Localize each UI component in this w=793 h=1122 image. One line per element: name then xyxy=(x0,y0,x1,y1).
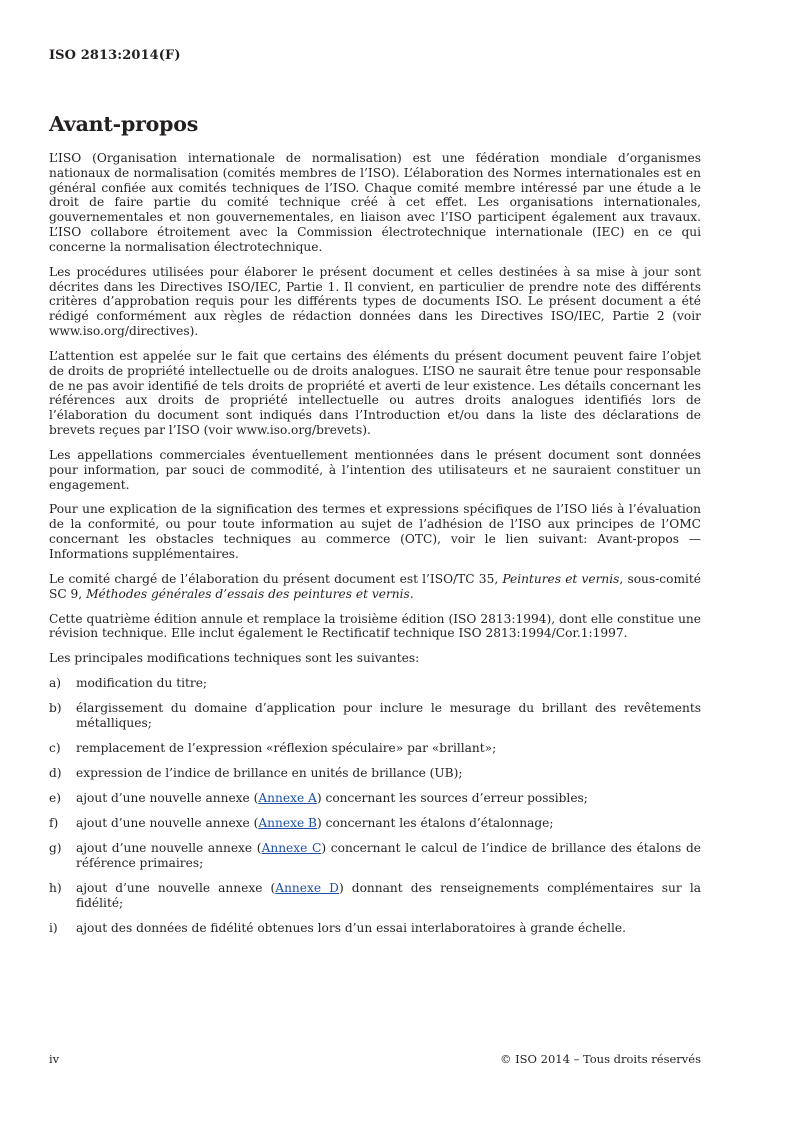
list-item-text: ajout des données de fidélité obtenues lors d’un essai interlaboratoires à grande échelle. xyxy=(76,920,626,935)
list-item-text-post: ) concernant les sources d’erreur possibles; xyxy=(316,791,588,806)
list-item-text xyxy=(76,791,701,806)
list-item-text: remplacement de l’expression «réflexion spéculaire» par «brillant»; xyxy=(76,741,497,756)
list-item-text: modification du titre; xyxy=(76,676,208,691)
document-body xyxy=(49,151,701,946)
list-item-label: f) xyxy=(49,816,59,831)
list-item-text: élargissement du domaine d’application pour inclure le mesurage du brillant des revêtements métalliques; xyxy=(76,701,701,731)
committee-mid: , sous-comité SC 9, xyxy=(49,571,702,601)
list-item xyxy=(49,701,701,731)
list-item-text xyxy=(76,816,701,831)
list-item-text xyxy=(76,841,701,871)
list-item-label: i) xyxy=(49,920,58,935)
list-item-label: e) xyxy=(49,791,61,806)
annexe-d-link[interactable]: Annexe D xyxy=(275,880,339,895)
committee-post: . xyxy=(409,586,414,601)
list-item-text-post: ) concernant le calcul de l’indice de brillance des étalons de référence primaires; xyxy=(76,841,701,870)
annexe-b-link[interactable]: Annexe B xyxy=(258,816,318,831)
committee-tc-name: Peintures et vernis xyxy=(502,571,620,586)
annexe-c-link[interactable]: Annexe C xyxy=(261,841,322,856)
committee-pre: Le comité chargé de l’élaboration du présent document est l’ISO/TC 35, xyxy=(49,571,503,586)
list-item-text: expression de l’indice de brillance en unités de brillance (UB); xyxy=(76,766,463,781)
list-item-text-post: ) concernant les étalons d’étalonnage; xyxy=(317,816,554,831)
paragraph-patents: L’attention est appelée sur le fait que certains des éléments du présent document peuvent faire l’objet de droits de propriété intellectuelle ou de droits analogues. L’ISO ne saurait être tenue pour responsable de ne pas avoir identifié de tels droits de propriété et averti de leur existence. Les détails concernant les références aux droits de propriété intellectuelle ou autres droits analogues identifiés lors de l’élaboration du document sont indiqués dans l’Introduction et/ou dans la liste des déclarations de brevets reçues par l’ISO (voir www.iso.org/brevets). xyxy=(49,348,701,437)
list-item-text-pre: ajout d’une nouvelle annexe ( xyxy=(76,841,262,856)
paragraph-iso-intro: L’ISO (Organisation internationale de normalisation) est une fédération mondiale d’organismes nationaux de normalisation (comités membres de l’ISO). L’élaboration des Normes internationales est en général confiée aux comités techniques de l’ISO. Chaque comité membre intéressé par une étude a le droit de faire partie du comité technique créé à cet effet. Les organisations internationales, gouvernementales et non gouvernementales, en liaison avec l’ISO participent également aux travaux. L’ISO collabore étroitement avec la Commission électrotechnique internationale (IEC) en ce qui concerne la normalisation électrotechnique. xyxy=(49,151,701,254)
list-item-label: g) xyxy=(49,841,62,856)
committee-sc-name: Méthodes générales d’essais des peintures et vernis xyxy=(86,586,410,601)
document-id: ISO 2813:2014(F) xyxy=(49,48,181,63)
paragraph-trade-names: Les appellations commerciales éventuellement mentionnées dans le présent document sont données pour information, par souci de commodité, à l’intention des utilisateurs et ne sauraient constituer un engagement. xyxy=(49,447,701,492)
list-item xyxy=(49,921,701,936)
list-item xyxy=(49,881,701,911)
list-item-label: d) xyxy=(49,766,62,781)
list-item-text-post: ) donnant des renseignements complémentaires sur la fidélité; xyxy=(76,880,701,910)
modifications-intro: Les principales modifications techniques sont les suivantes: xyxy=(49,651,420,666)
list-item-text xyxy=(76,881,701,911)
list-item xyxy=(49,791,701,806)
list-item xyxy=(49,741,701,756)
list-item-label: c) xyxy=(49,741,61,756)
list-item-text-pre: ajout d’une nouvelle annexe ( xyxy=(76,816,259,831)
paragraph-committee xyxy=(49,572,701,602)
paragraph-conformity: Pour une explication de la signification des termes et expressions spécifiques de l’ISO liés à l’évaluation de la conformité, ou pour toute information au sujet de l’adhésion de l’ISO aux principes de l’OMC concernant les obstacles techniques au commerce (OTC), voir le lien suivant: Avant-propos — Informations supplémentaires. xyxy=(49,502,701,561)
list-item-text-pre: ajout d’une nouvelle annexe ( xyxy=(76,791,259,806)
list-item-label: b) xyxy=(49,701,62,716)
copyright-notice: © ISO 2014 – Tous droits réservés xyxy=(499,1052,701,1066)
section-title: Avant-propos xyxy=(49,112,199,136)
list-item xyxy=(49,841,701,871)
paragraph-edition: Cette quatrième édition annule et remplace la troisième édition (ISO 2813:1994), dont elle constitue une révision technique. Elle inclut également le Rectificatif technique ISO 2813:1994/Cor.1:1997. xyxy=(49,611,701,641)
list-item xyxy=(49,766,701,781)
list-item-label: a) xyxy=(49,676,62,691)
list-item xyxy=(49,816,701,831)
annexe-a-link[interactable]: Annexe A xyxy=(258,791,317,806)
paragraph-procedures: Les procédures utilisées pour élaborer le présent document et celles destinées à sa mise à jour sont décrites dans les Directives ISO/IEC, Partie 1. Il convient, en particulier de prendre note des différents critères d’approbation requis pour les différents types de documents ISO. Le présent document a été rédigé conformément aux règles de rédaction données dans les Directives ISO/IEC, Partie 2 (voir www.iso.org/directives). xyxy=(49,264,701,338)
list-item-text-pre: ajout d’une nouvelle annexe ( xyxy=(76,880,276,895)
list-item-label: h) xyxy=(49,880,62,895)
modifications-list xyxy=(49,676,701,935)
page-number: iv xyxy=(49,1052,60,1066)
list-item xyxy=(49,676,701,691)
